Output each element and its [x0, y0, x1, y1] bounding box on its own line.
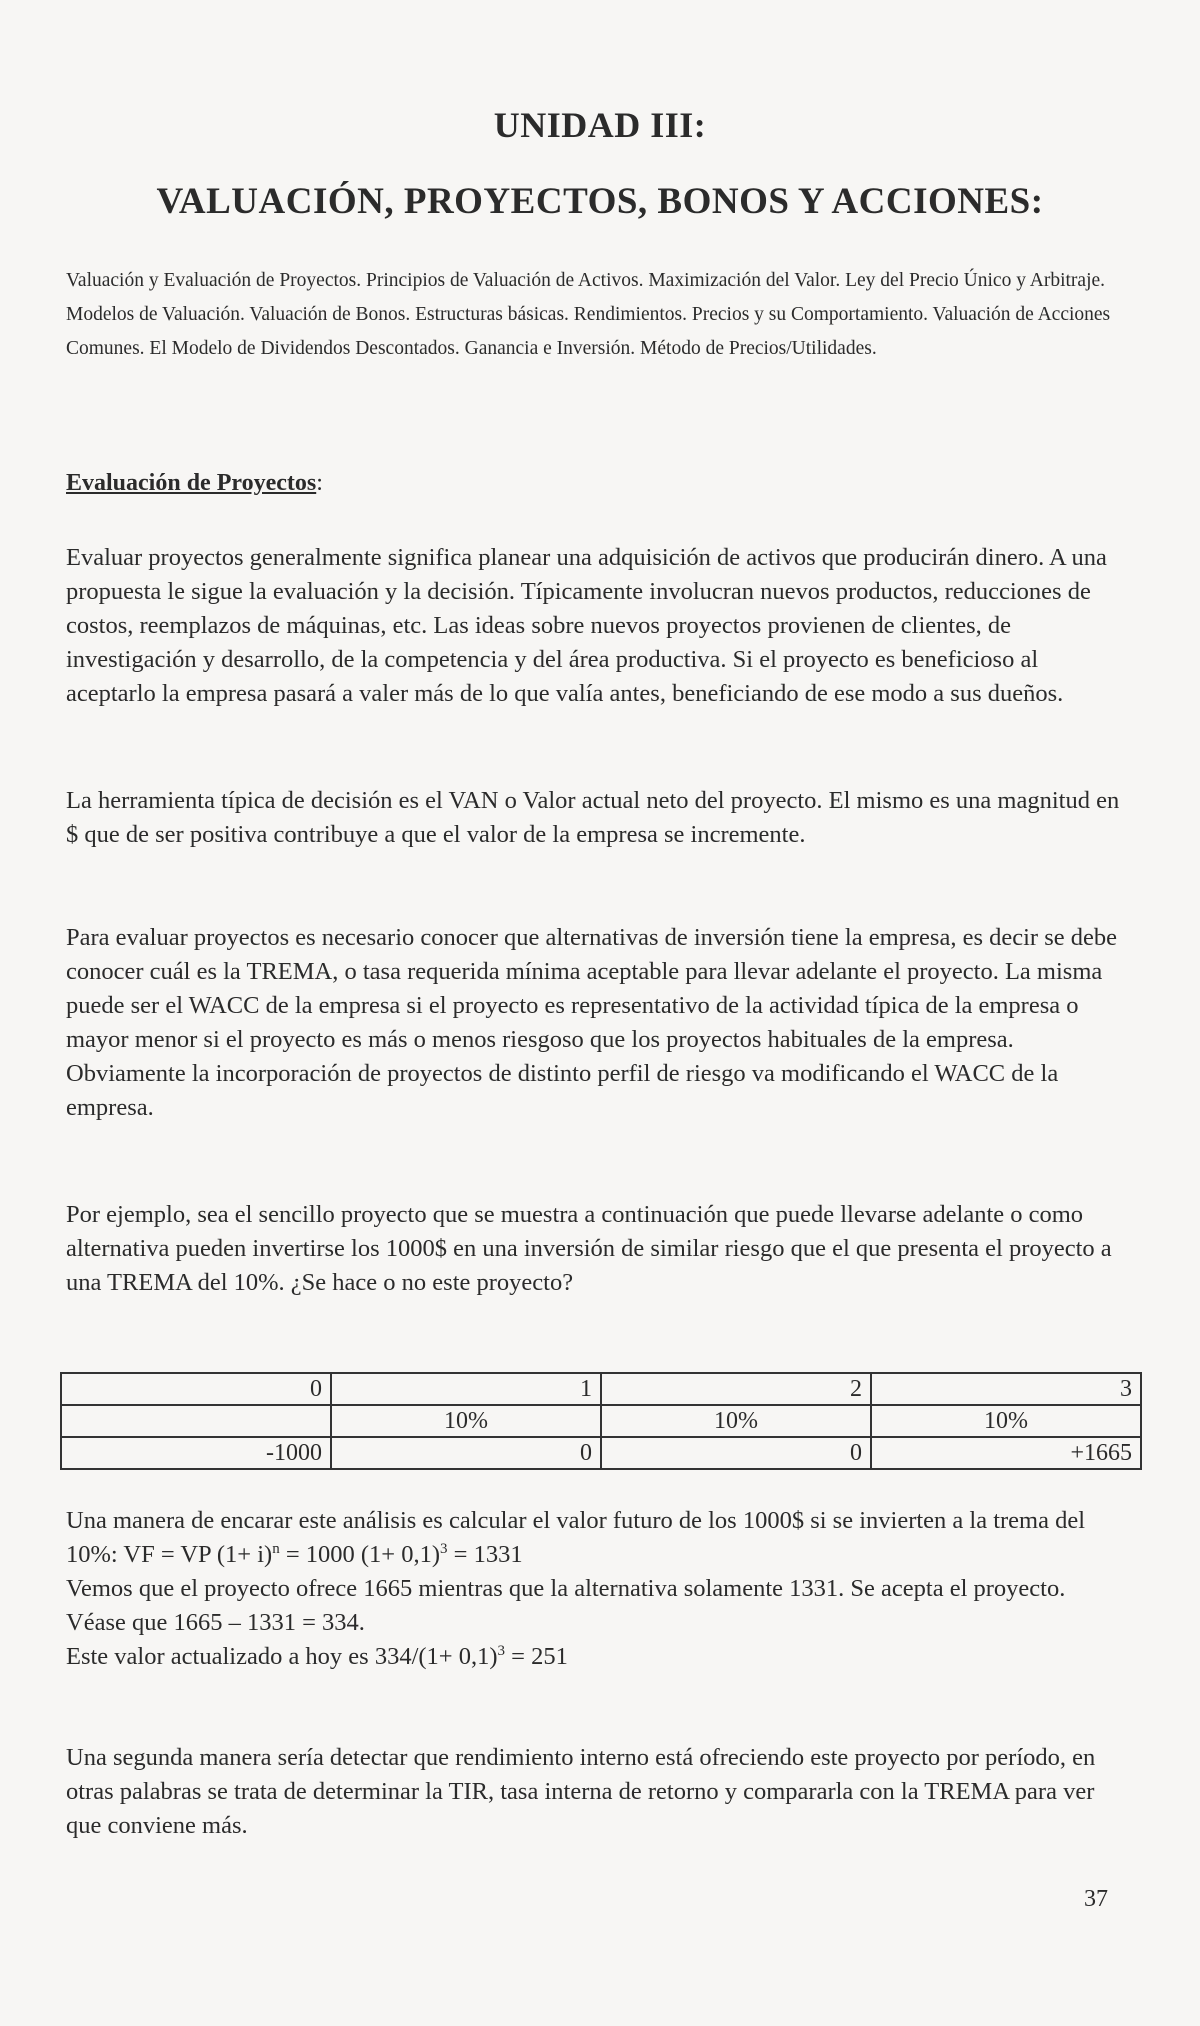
fv-line-2: Vemos que el proyecto ofrece 1665 mientras que la alternativa solamente 1331. Se acepta el proyecto. Véase que 1665 – 1331 = 334.	[66, 1575, 1066, 1636]
table-row-periods	[61, 1373, 1141, 1405]
unit-title: UNIDAD III:	[493, 105, 707, 145]
paragraph-project-evaluation: Evaluar proyectos generalmente significa planear una adquisición de activos que producirán dinero. A una propuesta le sigue la evaluación y la decisión. Típicamente involucran nuevos productos, reducciones de costos, reemplazos de máquinas, etc. Las ideas sobre nuevos proyectos provienen de clientes, de investigación y desarrollo, de la competencia y del área productiva. Si el proyecto es beneficioso al aceptarlo la empresa pasará a valer más de lo que valía antes, beneficiando de ese modo a sus dueños.	[66, 544, 1107, 707]
section-heading-text: Evaluación de Proyectos	[66, 470, 317, 496]
table-cell: 1	[331, 1373, 601, 1405]
main-title: VALUACIÓN, PROYECTOS, BONOS Y ACCIONES:	[156, 181, 1044, 222]
page-number: 37	[1084, 1886, 1108, 1912]
paragraph-trema: Para evaluar proyectos es necesario conocer que alternativas de inversión tiene la empresa, es decir se debe conocer cuál es la TREMA, o tasa requerida mínima aceptable para llevar adelante el proyecto. La misma puede ser el WACC de la empresa si el proyecto es representativo de la actividad típica de la empresa o mayor menor si el proyecto es más o menos riesgoso que los proyectos habituales de la empresa. Obviamente la incorporación de proyectos de distinto perfil de riesgo va modificando el WACC de la empresa.	[66, 924, 1117, 1121]
table-cell	[61, 1405, 331, 1437]
unit-summary: Valuación y Evaluación de Proyectos. Principios de Valuación de Activos. Maximización del Valor. Ley del Precio Único y Arbitraje. Modelos de Valuación. Valuación de Bonos. Estructuras básicas. Rendimientos. Precios y su Comportamiento. Valuación de Acciones Comunes. El Modelo de Dividendos Descontados. Ganancia e Inversión. Método de Precios/Utilidades.	[66, 270, 1111, 359]
fv-text: = 1000 (1+ 0,1)	[279, 1541, 441, 1568]
paragraph-van: La herramienta típica de decisión es el VAN o Valor actual neto del proyecto. El mismo es una magnitud en $ que de ser positiva contribuye a que el valor de la empresa se incremente.	[66, 787, 1120, 848]
table-cell: +1665	[871, 1437, 1141, 1469]
section-heading	[66, 470, 323, 497]
table-cell: -1000	[61, 1437, 331, 1469]
fv-exponent: 3	[440, 1540, 448, 1557]
paragraph-example: Por ejemplo, sea el sencillo proyecto que se muestra a continuación que puede llevarse adelante o como alternativa pueden invertirse los 1000$ en una inversión de similar riesgo que el que presenta el proyecto a una TREMA del 10%. ¿Se hace o no este proyecto?	[66, 1201, 1112, 1296]
fv-text: = 251	[505, 1643, 568, 1670]
table-cell: 3	[871, 1373, 1141, 1405]
section-heading-colon: :	[316, 470, 323, 496]
table-cell: 10%	[601, 1405, 871, 1437]
table-cell: 0	[601, 1437, 871, 1469]
fv-line-1	[66, 1504, 1126, 1572]
fv-line-3	[66, 1640, 1126, 1674]
table-cell: 0	[61, 1373, 331, 1405]
fv-exponent: n	[272, 1540, 280, 1557]
table-row-flows	[61, 1437, 1141, 1469]
fv-text: Una manera de encarar este análisis es calcular el valor futuro de los 1000$ si se invierten a la trema del 10%: VF = VP (1+ i)	[66, 1507, 1086, 1568]
table-cell: 10%	[871, 1405, 1141, 1437]
fv-exponent: 3	[497, 1642, 506, 1659]
table-cell: 0	[331, 1437, 601, 1469]
table-cell: 10%	[331, 1405, 601, 1437]
fv-text: = 1331	[447, 1541, 523, 1568]
table-cell: 2	[601, 1373, 871, 1405]
cashflow-table	[60, 1372, 1142, 1470]
table-row-rates	[61, 1405, 1141, 1437]
paragraph-future-value	[66, 1504, 1126, 1674]
fv-text: Este valor actualizado a hoy es 334/(1+ 0,1)	[66, 1643, 498, 1670]
paragraph-tir: Una segunda manera sería detectar que rendimiento interno está ofreciendo este proyecto por período, en otras palabras se trata de determinar la TIR, tasa interna de retorno y compararla con la TREMA para ver que conviene más.	[66, 1744, 1096, 1839]
